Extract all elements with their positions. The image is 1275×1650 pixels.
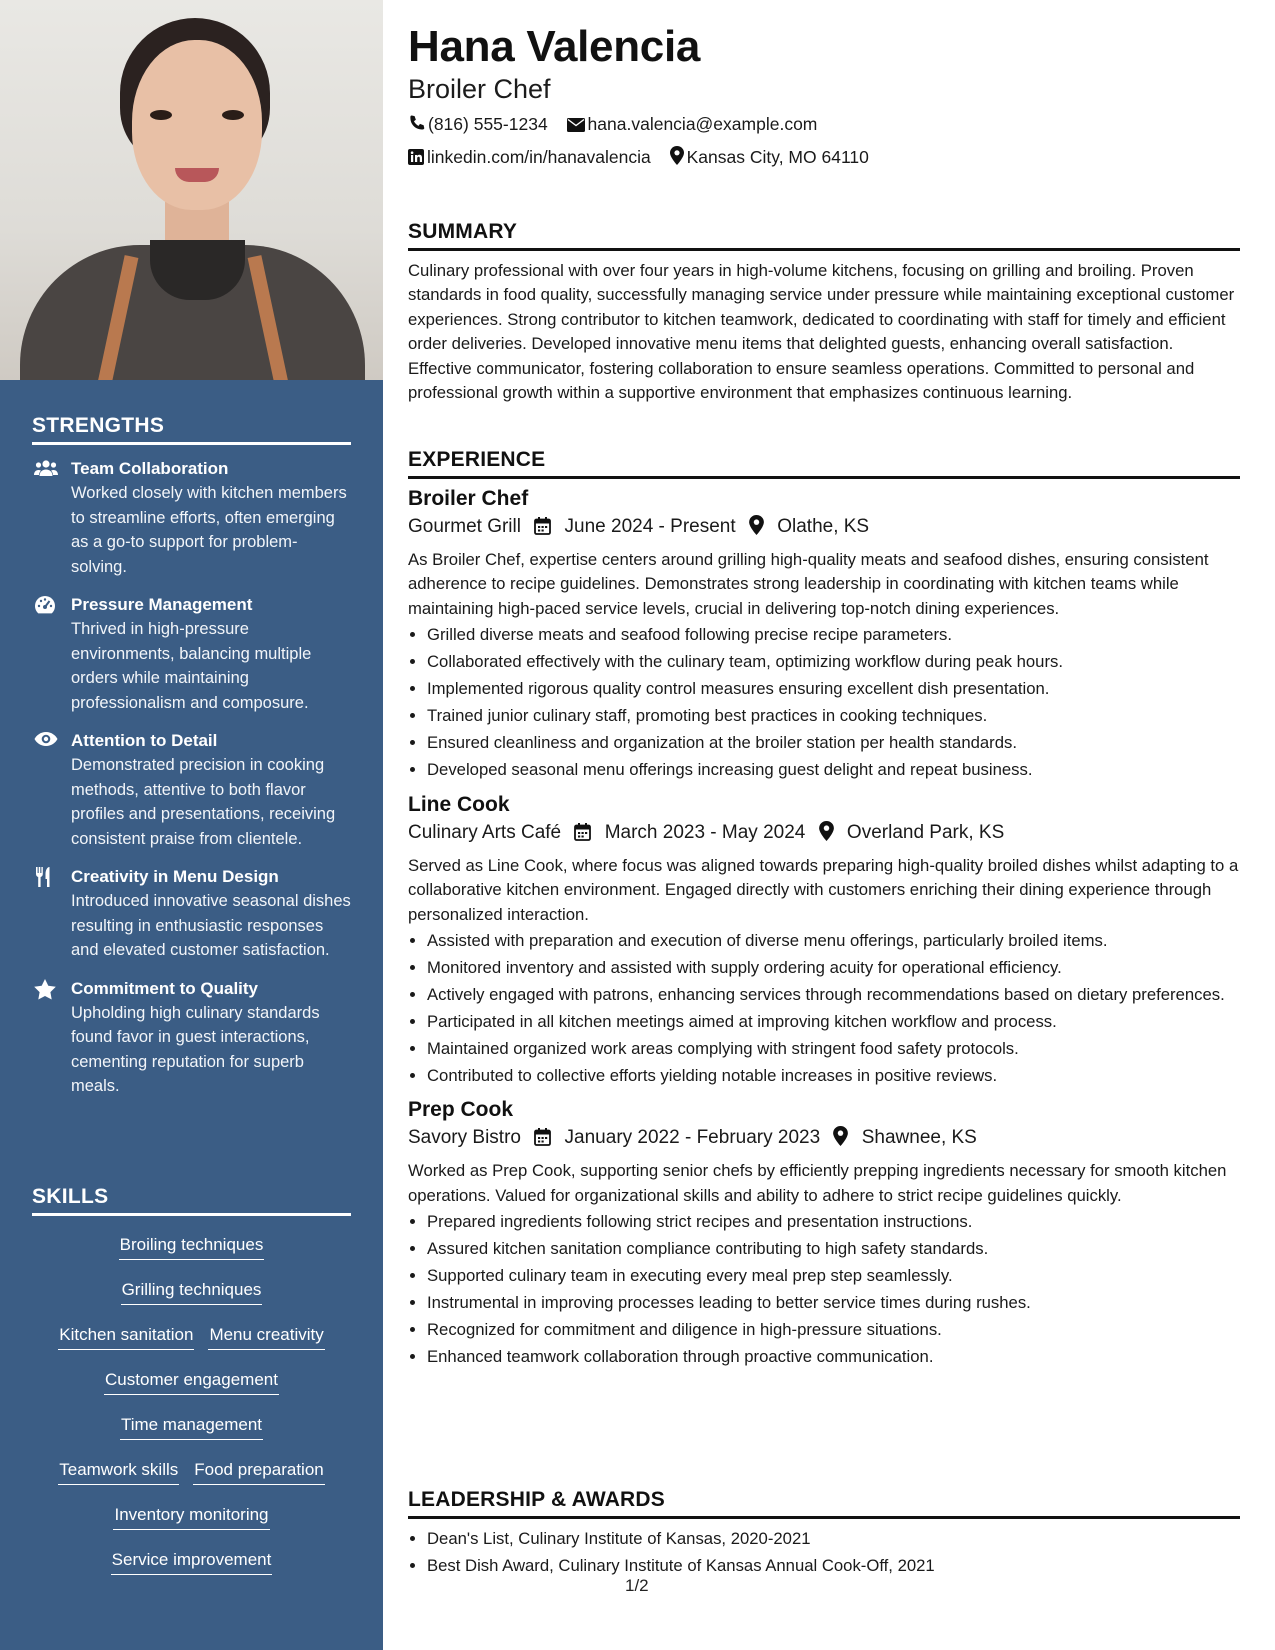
page-number: 1/2 bbox=[625, 1576, 649, 1595]
envelope-icon bbox=[567, 118, 585, 132]
skills-section bbox=[32, 1185, 351, 1592]
list-item: • Collaborated effectively with the culinary team, optimizing workflow during peak hours. bbox=[427, 650, 1240, 675]
map-pin-icon bbox=[670, 146, 684, 165]
job-title: Line Cook bbox=[408, 792, 510, 816]
job-entry bbox=[408, 1098, 1240, 1369]
location-contact bbox=[670, 146, 869, 168]
list-item: • Supported culinary team in executing every meal prep step seamlessly. bbox=[427, 1264, 1240, 1289]
list-item: • Trained junior culinary staff, promoting best practices in cooking techniques. bbox=[427, 704, 1240, 729]
job-company: Culinary Arts Café bbox=[408, 821, 562, 843]
job-description: As Broiler Chef, expertise centers around grilling high-quality meats and seafood dishes, ensuring consistent adherence to recipe guidelines. Demonstrates strong leadership in coordinating with kitchen teams while maintaining high-paced service levels, crucial in delivering top-notch dining experiences. bbox=[408, 550, 1209, 618]
list-item: • Ensured cleanliness and organization at the broiler station per health standards. bbox=[427, 731, 1240, 756]
strength-desc: Thrived in high-pressure environments, balancing multiple orders while maintaining professionalism and composure. bbox=[71, 620, 312, 712]
candidate-name: Hana Valencia bbox=[408, 22, 701, 71]
list-item: • Recognized for commitment and diligence in high-pressure situations. bbox=[427, 1318, 1240, 1343]
awards-heading: LEADERSHIP & AWARDS bbox=[408, 1488, 1240, 1519]
list-item: • Prepared ingredients following strict recipes and presentation instructions. bbox=[427, 1210, 1240, 1235]
strength-item bbox=[32, 729, 351, 851]
job-meta bbox=[408, 821, 1240, 844]
skill-tag: Teamwork skills bbox=[58, 1457, 179, 1485]
candidate-title: Broiler Chef bbox=[408, 74, 551, 104]
experience-section bbox=[408, 448, 1240, 1372]
email-contact[interactable] bbox=[567, 114, 818, 135]
strength-desc: Introduced innovative seasonal dishes resulting in enthusiastic responses and elevated customer satisfaction. bbox=[71, 892, 351, 959]
linkedin-text: linkedin.com/in/hanavalencia bbox=[427, 147, 651, 167]
list-item: • Implemented rigorous quality control measures ensuring excellent dish presentation. bbox=[427, 677, 1240, 702]
calendar-icon bbox=[574, 823, 591, 841]
job-entry bbox=[408, 793, 1240, 1089]
job-dates: March 2023 - May 2024 bbox=[604, 821, 806, 843]
list-item: • Monitored inventory and assisted with supply ordering acuity for operational efficiency. bbox=[427, 956, 1240, 981]
profile-photo bbox=[0, 0, 383, 380]
summary-section bbox=[408, 220, 1240, 405]
job-location: Olathe, KS bbox=[777, 516, 870, 537]
list-item: • Maintained organized work areas complying with stringent food safety protocols. bbox=[427, 1037, 1240, 1062]
skill-tag: Service improvement bbox=[111, 1547, 273, 1575]
strength-desc: Demonstrated precision in cooking methods, attentive to both flavor profiles and presentations, receiving consistent praise from clientele. bbox=[71, 756, 336, 848]
strengths-heading: STRENGTHS bbox=[32, 414, 351, 445]
list-item: • Instrumental in improving processes leading to better service times during rushes. bbox=[427, 1291, 1240, 1316]
skill-tag: Menu creativity bbox=[208, 1322, 324, 1350]
job-dates: January 2022 - February 2023 bbox=[564, 1127, 821, 1149]
gauge-icon bbox=[34, 595, 56, 615]
summary-heading: SUMMARY bbox=[408, 220, 1240, 251]
awards-section bbox=[408, 1488, 1240, 1581]
skills-heading: SKILLS bbox=[32, 1185, 351, 1216]
list-item: • Developed seasonal menu offerings increasing guest delight and repeat business. bbox=[427, 758, 1240, 783]
strength-item bbox=[32, 865, 351, 963]
list-item: • Grilled diverse meats and seafood following precise recipe parameters. bbox=[427, 623, 1240, 648]
job-title: Broiler Chef bbox=[408, 487, 529, 510]
skill-tag: Grilling techniques bbox=[121, 1277, 263, 1305]
job-meta bbox=[408, 1126, 1240, 1149]
job-bullets bbox=[408, 929, 1240, 1089]
eye-icon bbox=[34, 731, 56, 751]
map-pin-icon bbox=[833, 1126, 848, 1146]
list-item: • Participated in all kitchen meetings aimed at improving kitchen workflow and process. bbox=[427, 1010, 1240, 1035]
location-text: Kansas City, MO 64110 bbox=[686, 147, 869, 167]
job-company: Gourmet Grill bbox=[408, 516, 521, 537]
experience-heading: EXPERIENCE bbox=[408, 448, 1240, 479]
skill-tag: Customer engagement bbox=[104, 1367, 279, 1395]
list-item: • Assisted with preparation and execution of diverse menu offerings, particularly broiled items. bbox=[427, 929, 1240, 954]
job-location: Shawnee, KS bbox=[861, 1127, 977, 1149]
list-item: • Best Dish Award, Culinary Institute of Kansas Annual Cook-Off, 2021 bbox=[427, 1554, 1240, 1579]
contact-line bbox=[408, 146, 883, 168]
calendar-icon bbox=[534, 517, 551, 535]
sidebar bbox=[0, 0, 383, 1650]
strength-desc: Worked closely with kitchen members to streamline efforts, often emerging as a go-to support for problem-solving. bbox=[71, 484, 347, 576]
awards-list bbox=[408, 1527, 1240, 1579]
phone-contact[interactable] bbox=[408, 114, 548, 135]
users-icon bbox=[34, 459, 56, 479]
job-title: Prep Cook bbox=[408, 1098, 514, 1122]
strengths-section bbox=[32, 414, 351, 1113]
list-item: • Actively engaged with patrons, enhancing services through recommendations based on dietary preferences. bbox=[427, 983, 1240, 1008]
linkedin-icon bbox=[408, 149, 424, 165]
strength-title: Pressure Management bbox=[71, 595, 253, 614]
job-bullets bbox=[408, 1210, 1240, 1370]
job-meta bbox=[408, 515, 1240, 538]
contact-line bbox=[408, 114, 831, 135]
strength-item bbox=[32, 457, 351, 579]
job-entry bbox=[408, 487, 1240, 783]
strength-title: Commitment to Quality bbox=[71, 978, 259, 998]
strength-title: Attention to Detail bbox=[71, 731, 218, 750]
email-text: hana.valencia@example.com bbox=[587, 114, 818, 134]
strength-item bbox=[32, 977, 351, 1099]
star-icon bbox=[34, 979, 56, 999]
map-pin-icon bbox=[749, 515, 764, 535]
list-item: • Enhanced teamwork collaboration through proactive communication. bbox=[427, 1345, 1240, 1370]
skill-tag: Broiling techniques bbox=[119, 1232, 265, 1260]
map-pin-icon bbox=[819, 821, 834, 841]
job-company: Savory Bistro bbox=[408, 1127, 521, 1149]
phone-text: (816) 555-1234 bbox=[428, 114, 548, 134]
strength-title: Creativity in Menu Design bbox=[71, 867, 279, 886]
job-location: Overland Park, KS bbox=[846, 821, 1005, 843]
list-item: • Assured kitchen sanitation compliance contributing to high safety standards. bbox=[427, 1237, 1240, 1262]
job-bullets bbox=[408, 623, 1240, 783]
strength-title: Team Collaboration bbox=[71, 459, 229, 478]
phone-icon bbox=[408, 115, 425, 132]
list-item: • Dean's List, Culinary Institute of Kansas, 2020-2021 bbox=[427, 1527, 1240, 1552]
strength-desc: Upholding high culinary standards found favor in guest interactions, cementing reputation for superb meals. bbox=[71, 1003, 320, 1095]
strength-item bbox=[32, 593, 351, 715]
summary-text: Culinary professional with over four years in high-volume kitchens, focusing on grilling and broiling. Proven standards in food quality, successfully managing service under pressure while maintaining exceptional customer experiences. Strong contributor to kitchen teamwork, dedicated to coordinating with staff for timely and efficient order deliveries. Developed innovative menu items that delighted guests, enhancing overall satisfaction. Effective communicator, fostering collaboration to ensure seamless operations. Committed to personal and professional growth within a supportive environment that emphasizes continuous learning. bbox=[408, 261, 1235, 403]
job-description: Worked as Prep Cook, supporting senior chefs by efficiently prepping ingredients necessary for smooth kitchen operations. Valued for organizational skills and ability to adhere to strict recipe guidelines quickly. bbox=[408, 1161, 1227, 1205]
skill-tag: Time management bbox=[120, 1412, 263, 1440]
list-item: • Contributed to collective efforts yielding notable increases in positive reviews. bbox=[427, 1064, 1240, 1089]
skill-tag: Food preparation bbox=[193, 1457, 324, 1485]
calendar-icon bbox=[534, 1128, 551, 1146]
job-description: Served as Line Cook, where focus was aligned towards preparing high-quality broiled dishes whilst adapting to a collaborative kitchen environment. Engaged directly with customers enriching their dining experience through personalized interaction. bbox=[408, 855, 1239, 924]
skill-tag: Kitchen sanitation bbox=[58, 1322, 194, 1350]
utensils-icon bbox=[34, 867, 56, 887]
job-dates: June 2024 - Present bbox=[564, 516, 736, 537]
linkedin-contact[interactable] bbox=[408, 147, 651, 168]
skill-tag: Inventory monitoring bbox=[113, 1502, 269, 1530]
